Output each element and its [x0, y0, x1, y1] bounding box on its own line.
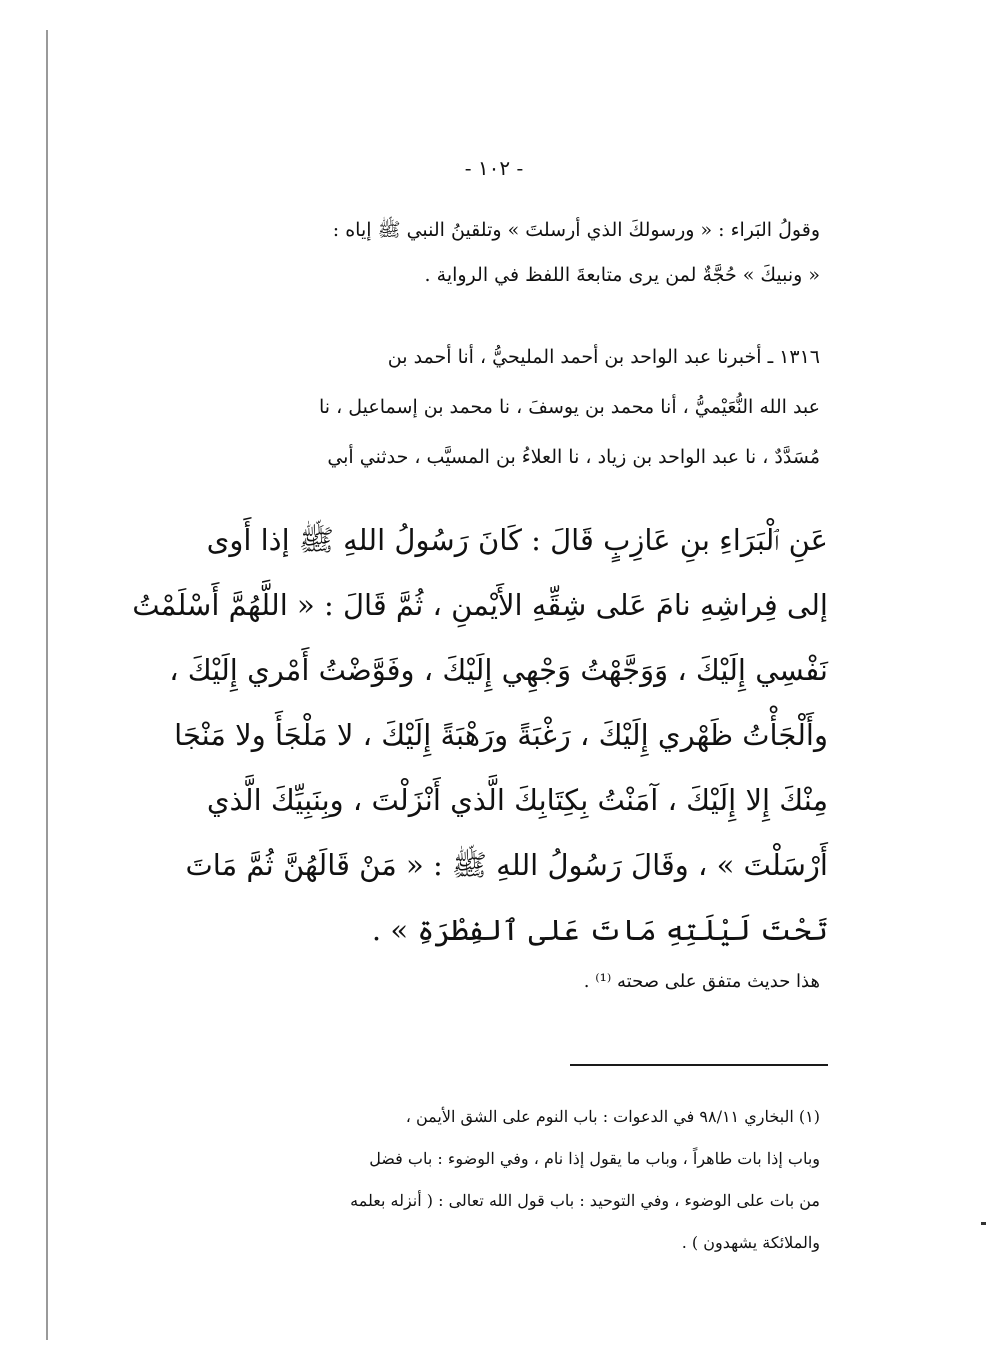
footnote-separator: [570, 1064, 828, 1066]
footnote-line: وباب إذا بات طاهراً ، وباب ما يقول إذا نام ، وفي الوضوء : باب فضل: [369, 1149, 820, 1168]
page-number: - ١٠٢ -: [464, 156, 524, 180]
hadith-line: أَرْسَلْتَ » ، وقَالَ رَسُولُ اللهِ ﷺ : « مَنْ قَالَهُنَّ ثُمَّ مَاتَ: [185, 848, 828, 882]
isnad-line: مُسَدَّدٌ ، نا عبد الواحد بن زياد ، نا العلاءُ بن المسيَّب ، حدثني أبي: [327, 446, 820, 468]
hadith-line: تَحْتَ لَيْلَتِهِ مَاتَ عَلى ٱلفِطْرَةِ » .: [371, 913, 828, 947]
hadith-line: مِنْكَ إِلا إِلَيْكَ ، آمَنْتُ بِكِتَابِكَ الَّذي أَنْزَلْتَ ، وبِنَبِيِّكَ الَّذي: [206, 783, 828, 817]
isnad-line: عبد الله النُّعَيْميُّ ، أنا محمد بن يوسفَ ، نا محمد بن إسماعيل ، نا: [319, 396, 820, 418]
page-edge-mark: [981, 1222, 986, 1225]
hadith-line: عَنِ ٱلْبَرَاءِ بنِ عَازِبٍ قَالَ : كَانَ رَسُولُ اللهِ ﷺ إذا أَوى: [206, 523, 828, 557]
page-binding-line: [46, 30, 48, 1340]
grading-line: هذا حديث متفق على صحته ⁽¹⁾ .: [583, 971, 820, 992]
intro-line: « ونبيكَ » حُجَّةٌ لمن يرى متابعةَ اللفظ في الرواية .: [424, 264, 820, 286]
isnad-paragraph: [170, 332, 820, 482]
footnote-line: من بات على الوضوء ، وفي التوحيد : باب قول الله تعالى : ( أنزله بعلمه: [350, 1191, 820, 1210]
footnote: [175, 1096, 820, 1264]
footnote-line: (١) البخاري ٩٨/١١ في الدعوات : باب النوم على الشق الأيمن ،: [405, 1107, 820, 1126]
hadith-grading: [470, 962, 820, 1002]
hadith-line: وأَلْجَأْتُ ظَهْري إِلَيْكَ ، رَغْبَةً ورَهْبَةً إِلَيْكَ ، لا مَلْجَأَ ولا مَنْجَا: [174, 718, 828, 752]
hadith-line: إلى فِراشِهِ نامَ عَلى شِقِّهِ الأَيْمنِ ، ثُمَّ قَالَ : « اللَّهُمَّ أَسْلَمْتُ: [132, 588, 828, 622]
hadith-line: نَفْسِي إِلَيْكَ ، وَوَجَّهْتُ وَجْهِي إِلَيْكَ ، وفَوَّضْتُ أَمْري إِلَيْكَ ،: [169, 653, 828, 687]
footnote-line: والملائكة يشهدون ) .: [681, 1233, 820, 1252]
intro-line: وقولُ البَراء : « ورسولكَ الذي أرسلتَ » وتلقينُ النبي ﷺ إياه :: [332, 219, 820, 241]
isnad-line: ١٣١٦ ـ أخبرنا عبد الواحد بن أحمد المليحيُّ ، أنا أحمد بن: [387, 346, 820, 368]
intro-paragraph: [170, 208, 820, 298]
hadith-text: [132, 508, 828, 963]
